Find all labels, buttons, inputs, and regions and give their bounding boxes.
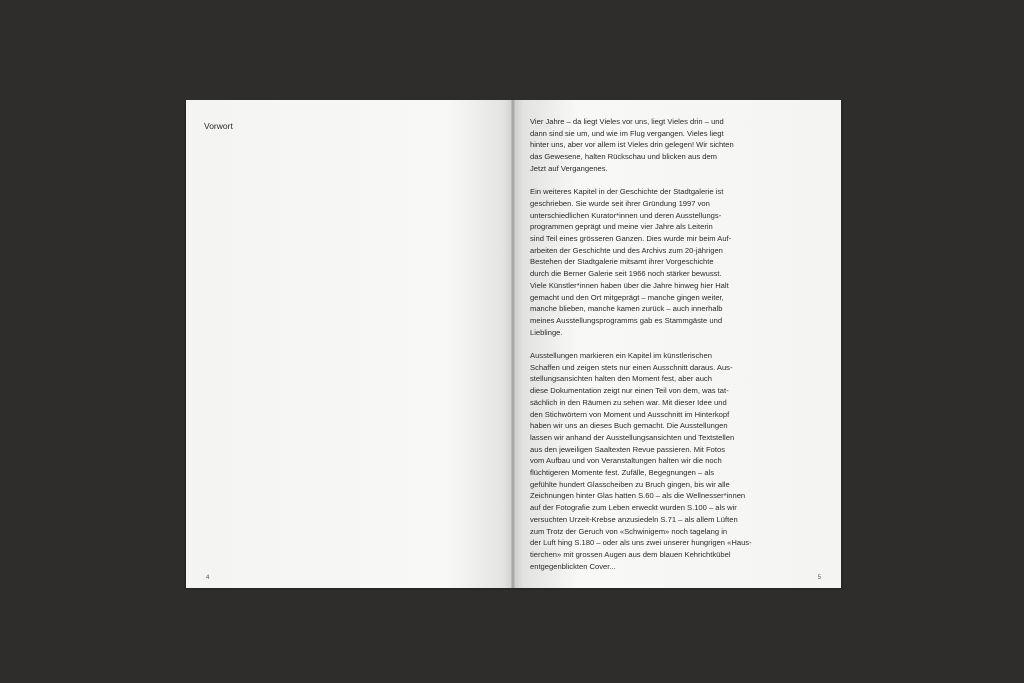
body-text <box>530 116 776 584</box>
right-page <box>513 100 841 588</box>
left-page <box>186 100 513 588</box>
book-spine <box>511 100 515 588</box>
paragraph-1: Vier Jahre – da liegt Vieles vor uns, liegt Vieles drin – und dann sind sie um, und wie im Flug vergangen. Vieles liegt hinter uns, aber vor allem ist Vieles drin gelegen! Wir sichten das Gewesene, halten Rückschau und blicken aus dem Jetzt auf Vergangenes. <box>530 117 734 173</box>
paragraph-3: Ausstellungen markieren ein Kapitel im künstlerischen Schaffen und zeigen stets nur einen Ausschnitt daraus. Aus- stellungsansichten halten den Moment fest, aber auch diese Dokumentation zeigt nur einen Teil von dem, was tat- sächlich in den Räumen zu sehen war. Mit dieser Idee und den Stichwörtern von Moment und Ausschnitt im Hinterkopf haben wir uns an dieses Buch gemacht. Die Ausstellungen lassen wir anhand der Ausstellungsansichten und Textstellen aus den jeweiligen Saaltexten Revue passieren. Mit Fotos vom Aufbau und von Veranstaltungen halten wir die noch flüchtigeren Momente fest. Zufälle, Begegnungen – als gefühlte hundert Glasscheiben zu Bruch gingen, bis wir alle Zeichnungen hinter Glas hatten S.60 – als die Wellnesser*innen auf der Fotografie zum Leben erweckt wurden S.100 – als wir versuchten Urzeit-Krebse anzusiedeln S.71 – als allem Lüften zum Trotz der Geruch von «Schwinigem» noch tagelang in der Luft hing S.180 – oder als uns zwei unserer hungrigen «Haus- tierchen» mit grossen Augen aus dem blauen Kehrichtkübel entgegenblickten Cover... <box>530 351 752 571</box>
page-number-left: 4 <box>206 575 210 581</box>
paragraph-2: Ein weiteres Kapitel in der Geschichte der Stadtgalerie ist geschrieben. Sie wurde seit ihrer Gründung 1997 von unterschiedlichen Kurator*innen und deren Ausstellungs- programmen geprägt und meine vier Jahre als Leiterin sind Teil eines grösseren Ganzen. Dies wurde mir beim Auf- arbeiten der Geschichte und des Archivs zum 20-jährigen Bestehen der Stadtgalerie mitsamt ihrer Vorgeschichte durch die Berner Galerie seit 1966 noch stärker bewusst. Viele Künstler*innen haben über die Jahre hinweg hier Halt gemacht und den Ort mitgeprägt – manche gingen weiter, manche blieben, manche kamen zurück – auch innerhalb meines Ausstellungsprogramms gab es Stammgäste und Lieblinge. <box>530 187 732 337</box>
open-book <box>186 100 841 588</box>
page-heading: Vorwort <box>204 121 233 131</box>
page-number-right: 5 <box>817 575 821 581</box>
